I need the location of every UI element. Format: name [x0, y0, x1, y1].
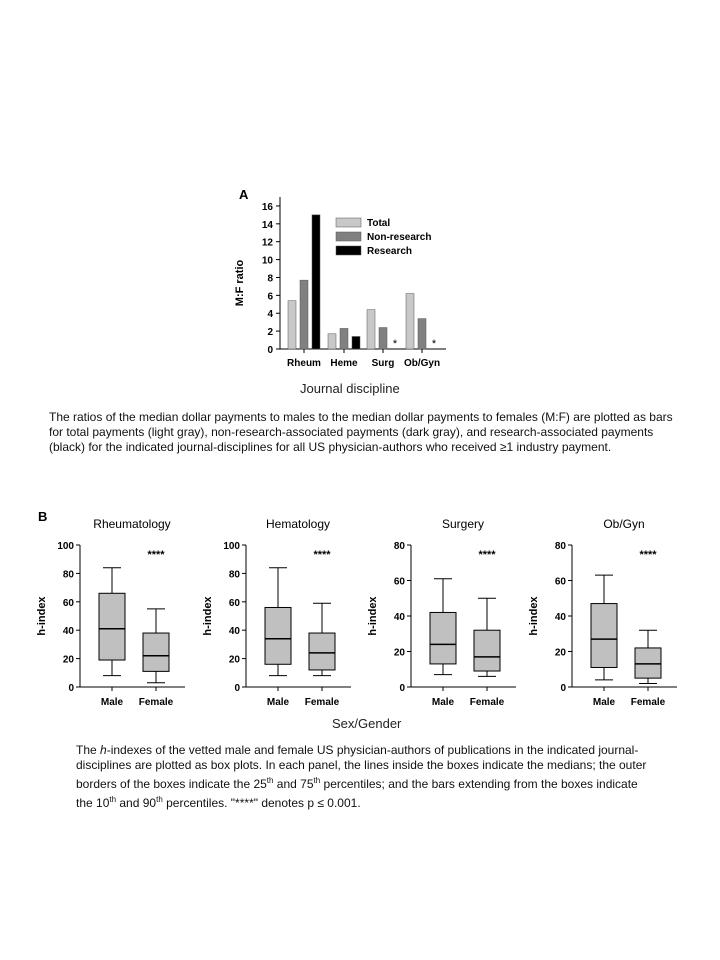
- y-tick-label: 20: [62, 654, 74, 666]
- y-tick-label: 40: [393, 612, 405, 623]
- x-tick-label: Female: [630, 697, 666, 708]
- y-tick-label: 20: [554, 647, 566, 659]
- bar-research: [312, 215, 320, 349]
- y-tick-label: 80: [228, 569, 240, 581]
- x-tick-label: Ob/Gyn: [403, 358, 441, 369]
- box: [591, 604, 617, 668]
- panel-title: Ob/Gyn: [603, 517, 645, 531]
- box: [635, 648, 661, 678]
- y-tick-label: 14: [261, 219, 273, 231]
- x-tick-label: Rheum: [287, 358, 321, 369]
- panel-b-letter: B: [38, 509, 48, 524]
- significance-marker: ****: [639, 549, 657, 561]
- x-tick-label: Surg: [371, 358, 395, 369]
- legend-label: Non-research: [367, 232, 432, 243]
- box: [99, 593, 125, 660]
- y-tick-label: 8: [267, 273, 273, 285]
- bar-non-research: [300, 280, 308, 349]
- box: [143, 633, 169, 671]
- box-plots-x-title: Sex/Gender: [332, 716, 402, 731]
- y-tick-label: 60: [62, 597, 74, 609]
- panel-a-caption: The ratios of the median dollar payments to males to the median dollar payments to females (M:F) are plotted as bars for total payments (light gray), non-research-associated payments (dark gray), and research-associated payments (black) for the indicated journal-disciplines for all US physician-authors who received ≥1 industry payment.: [49, 410, 673, 454]
- y-tick-label: 80: [554, 541, 566, 552]
- x-tick-label: Male: [592, 697, 616, 708]
- box: [309, 633, 335, 670]
- legend-swatch: [336, 232, 361, 241]
- x-tick-label: Female: [469, 697, 505, 708]
- y-tick-label: 10: [261, 255, 273, 267]
- bar-non-research: [379, 328, 387, 349]
- y-tick-label: 2: [267, 327, 273, 339]
- significance-marker: ****: [313, 549, 331, 561]
- y-tick-label: 40: [228, 626, 240, 638]
- y-tick-label: 60: [393, 576, 405, 588]
- legend-label: Research: [367, 246, 413, 257]
- y-axis-label: M:F ratio: [234, 259, 246, 307]
- significance-marker: ****: [478, 549, 496, 561]
- x-tick-label: Male: [431, 697, 455, 708]
- bar-chart-x-title: Journal discipline: [300, 381, 400, 396]
- x-tick-label: Male: [100, 697, 124, 708]
- panel-title: Surgery: [441, 517, 485, 531]
- box-panel-surgery: [367, 517, 516, 708]
- y-tick-label: 60: [228, 597, 240, 609]
- box: [265, 607, 291, 664]
- y-tick-label: 40: [554, 612, 566, 623]
- y-tick-label: 100: [223, 541, 240, 552]
- panel-title: Rheumatology: [93, 517, 171, 531]
- box-panel-hematology: [202, 517, 351, 708]
- x-tick-label: Heme: [330, 358, 358, 369]
- legend-swatch: [336, 246, 361, 255]
- x-tick-label: Female: [138, 697, 174, 708]
- bar-chart: [220, 190, 480, 400]
- panel-a-letter: A: [239, 187, 249, 202]
- y-tick-label: 80: [393, 541, 405, 552]
- y-tick-label: 0: [234, 683, 240, 694]
- box: [430, 612, 456, 663]
- bar-total: [406, 294, 414, 349]
- bar-total: [328, 334, 336, 349]
- box-panel-rheumatology: [36, 517, 185, 708]
- y-tick-label: 60: [554, 576, 566, 588]
- y-tick-label: 16: [261, 201, 273, 213]
- bar-non-research: [340, 328, 348, 349]
- y-tick-label: 12: [261, 237, 273, 249]
- significance-marker: ****: [147, 549, 165, 561]
- y-tick-label: 6: [267, 291, 273, 303]
- legend-swatch: [336, 218, 361, 227]
- y-tick-label: 0: [560, 683, 566, 694]
- box-plots: [30, 510, 700, 720]
- y-tick-label: 20: [228, 654, 240, 666]
- bar-total: [367, 310, 375, 349]
- y-axis-label: h-index: [36, 596, 48, 636]
- y-axis-label: h-index: [367, 596, 379, 636]
- panel-b-caption: The h-indexes of the vetted male and female US physician-authors of publications in the indicated journal-disciplines are plotted as box plots. In each panel, the lines inside the boxes indicate the medians; the outer borders of the boxes indicate the 25th and 75th percentiles; and the bars extending from the boxes indicate the 10th and 90th percentiles. "****" denotes p ≤ 0.001.: [76, 743, 647, 810]
- panel-title: Hematology: [265, 517, 331, 531]
- y-tick-label: 20: [393, 647, 405, 659]
- y-tick-label: 4: [267, 309, 273, 321]
- bar-non-research: [418, 319, 426, 349]
- box-panel-obgyn: [528, 517, 677, 708]
- y-tick-label: 0: [68, 683, 74, 694]
- y-tick-label: 0: [399, 683, 405, 694]
- y-tick-label: 80: [62, 569, 74, 581]
- y-tick-label: 40: [62, 626, 74, 638]
- y-axis-label: h-index: [528, 596, 540, 636]
- y-axis-label: h-index: [202, 596, 214, 636]
- legend-label: Total: [367, 218, 391, 229]
- y-tick-label: 0: [267, 345, 273, 356]
- missing-marker: *: [392, 338, 398, 350]
- bar-total: [288, 301, 296, 349]
- y-tick-label: 100: [57, 541, 74, 552]
- missing-marker: *: [431, 338, 437, 350]
- x-tick-label: Male: [266, 697, 290, 708]
- box: [474, 630, 500, 671]
- bar-research: [352, 336, 360, 349]
- x-tick-label: Female: [304, 697, 340, 708]
